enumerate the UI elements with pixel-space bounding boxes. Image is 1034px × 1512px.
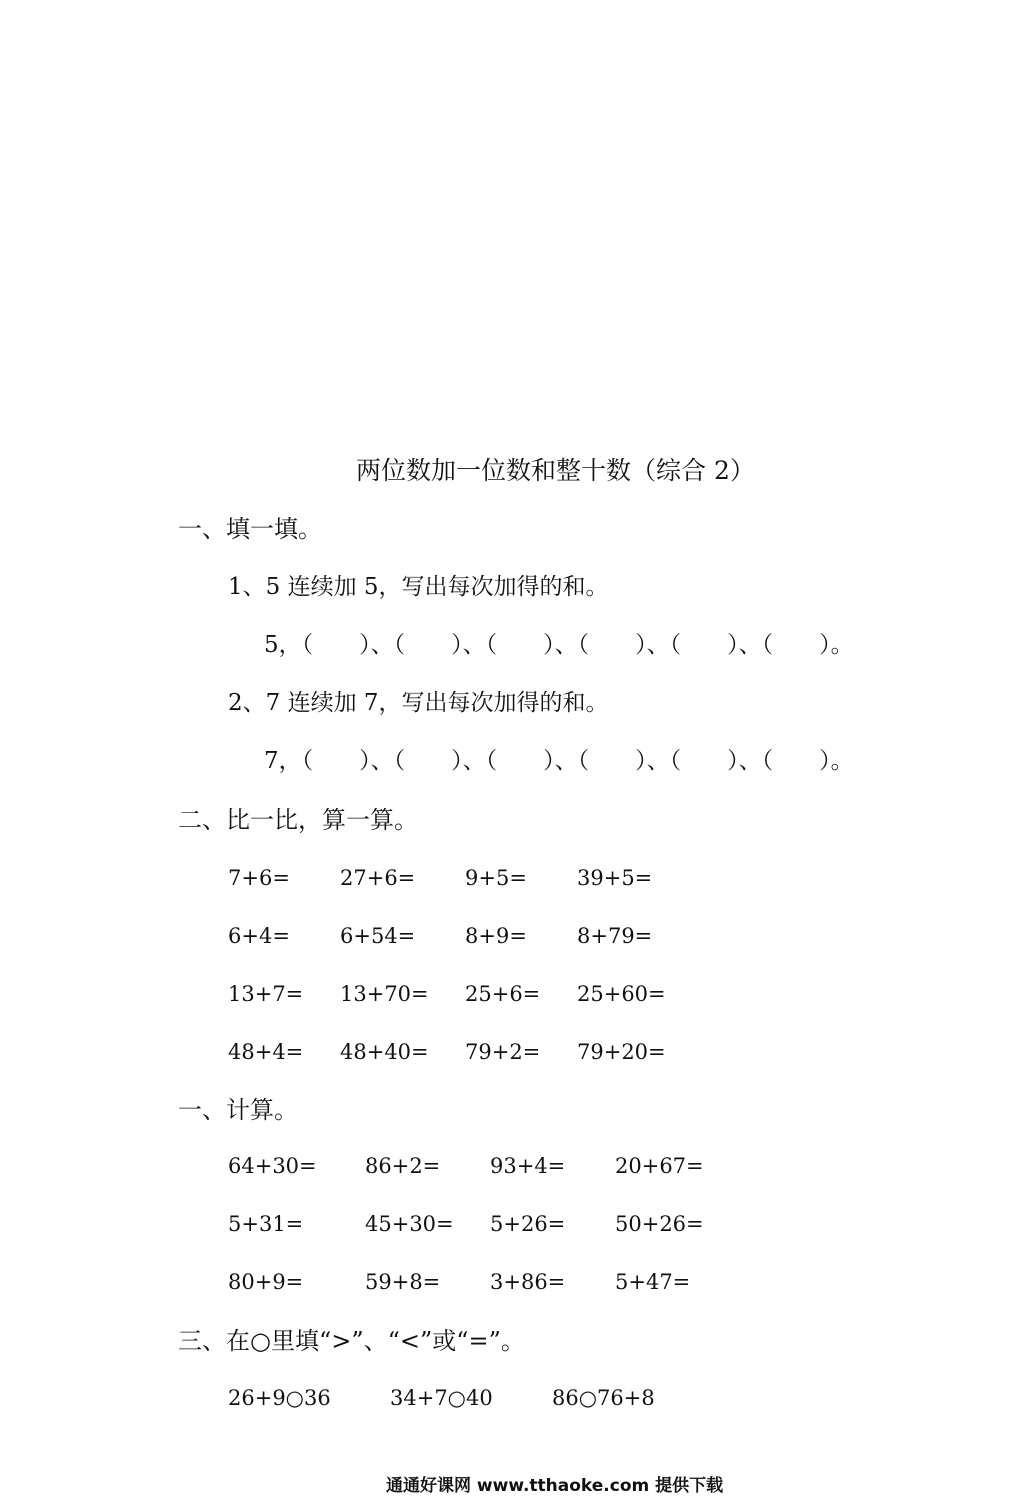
page-footer: 通通好课网 www.tthaoke.com 提供下载	[386, 1476, 724, 1496]
equation: 9+5=	[465, 866, 527, 890]
equation: 5+47=	[615, 1270, 691, 1294]
equation: 5+26=	[490, 1212, 566, 1236]
equation: 86+2=	[365, 1154, 441, 1178]
equation: 25+6=	[465, 982, 541, 1006]
comparison-item: 34+7○40	[390, 1386, 493, 1410]
equation: 13+70=	[340, 982, 429, 1006]
question-1-blanks: 5，（ ）、（ ）、（ ）、（ ）、（ ）、（ ）。	[264, 632, 854, 658]
equation: 20+67=	[615, 1154, 704, 1178]
equation: 25+60=	[577, 982, 666, 1006]
equation: 50+26=	[615, 1212, 704, 1236]
equation: 59+8=	[365, 1270, 441, 1294]
section-4-heading: 三、在○里填“>”、“<”或“=”。	[178, 1327, 525, 1355]
comparison-item: 86○76+8	[552, 1386, 655, 1410]
question-2-prompt: 2、7 连续加 7，写出每次加得的和。	[228, 690, 609, 716]
equation: 6+4=	[228, 924, 290, 948]
section-3-heading: 一、计算。	[178, 1096, 298, 1124]
equation: 7+6=	[228, 866, 290, 890]
equation: 39+5=	[577, 866, 653, 890]
equation: 45+30=	[365, 1212, 454, 1236]
equation: 5+31=	[228, 1212, 304, 1236]
equation: 80+9=	[228, 1270, 304, 1294]
equation: 48+40=	[340, 1040, 429, 1064]
equation: 93+4=	[490, 1154, 566, 1178]
equation: 64+30=	[228, 1154, 317, 1178]
equation: 27+6=	[340, 866, 416, 890]
equation: 3+86=	[490, 1270, 566, 1294]
page-title: 两位数加一位数和整十数（综合 2）	[356, 456, 755, 485]
equation: 6+54=	[340, 924, 416, 948]
equation: 13+7=	[228, 982, 304, 1006]
question-1-prompt: 1、5 连续加 5，写出每次加得的和。	[228, 574, 609, 600]
section-2-heading: 二、比一比，算一算。	[178, 806, 418, 834]
equation: 79+2=	[465, 1040, 541, 1064]
section-1-heading: 一、填一填。	[178, 515, 322, 543]
equation: 8+9=	[465, 924, 527, 948]
equation: 48+4=	[228, 1040, 304, 1064]
equation: 8+79=	[577, 924, 653, 948]
comparison-item: 26+9○36	[228, 1386, 331, 1410]
equation: 79+20=	[577, 1040, 666, 1064]
question-2-blanks: 7，（ ）、（ ）、（ ）、（ ）、（ ）、（ ）。	[264, 748, 854, 774]
